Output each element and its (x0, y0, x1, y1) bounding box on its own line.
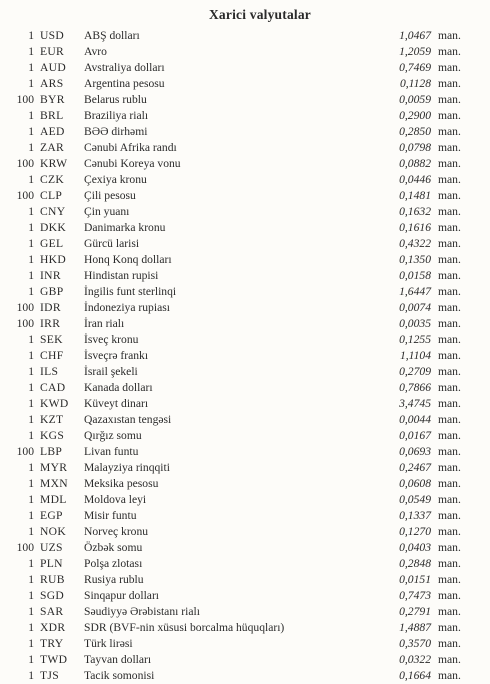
unit-label: man. (438, 381, 461, 394)
currency-code: UZS (40, 541, 63, 554)
exchange-rate: 0,7473 (399, 589, 431, 602)
currency-name: Argentina pesosu (84, 77, 165, 90)
exchange-rate: 0,1270 (399, 525, 431, 538)
currency-code: USD (40, 29, 65, 42)
currency-code: MDL (40, 493, 67, 506)
currency-name: Polşa zlotası (84, 557, 143, 570)
nominal-amount: 1 (28, 269, 34, 282)
rate-row (0, 124, 490, 140)
currency-code: KRW (40, 157, 68, 170)
unit-label: man. (438, 221, 461, 234)
unit-label: man. (438, 621, 461, 634)
nominal-amount: 1 (28, 365, 34, 378)
currency-name: Tacik somonisi (84, 669, 155, 682)
currency-code: SAR (40, 605, 64, 618)
currency-code: XDR (40, 621, 66, 634)
exchange-rate: 0,0151 (399, 573, 431, 586)
rate-row (0, 572, 490, 588)
currency-name: ABŞ dolları (84, 29, 140, 42)
exchange-rate: 0,2467 (399, 461, 431, 474)
nominal-amount: 1 (28, 477, 34, 490)
currency-code: GEL (40, 237, 64, 250)
currency-code: TJS (40, 669, 59, 682)
currency-name: Meksika pesosu (84, 477, 159, 490)
exchange-rate: 0,2848 (399, 557, 431, 570)
unit-label: man. (438, 61, 461, 74)
unit-label: man. (438, 349, 461, 362)
currency-code: EUR (40, 45, 65, 58)
currency-code: BYR (40, 93, 65, 106)
currency-code: CNY (40, 205, 66, 218)
nominal-amount: 1 (28, 669, 34, 682)
nominal-amount: 1 (28, 205, 34, 218)
rate-row (0, 652, 490, 668)
rate-row (0, 332, 490, 348)
currency-code: TRY (40, 637, 64, 650)
exchange-rate: 0,1255 (399, 333, 431, 346)
rate-row (0, 76, 490, 92)
nominal-amount: 1 (28, 621, 34, 634)
page-title: Xarici valyutalar (208, 7, 311, 22)
currency-code: TWD (40, 653, 68, 666)
currency-code: DKK (40, 221, 67, 234)
unit-label: man. (438, 269, 461, 282)
exchange-rate: 0,0693 (399, 445, 431, 458)
nominal-amount: 1 (28, 61, 34, 74)
rate-row (0, 236, 490, 252)
rate-row (0, 556, 490, 572)
exchange-rate: 1,4887 (399, 621, 431, 634)
exchange-rate: 0,0035 (399, 317, 431, 330)
exchange-rate: 0,4322 (399, 237, 431, 250)
currency-name: Moldova leyi (84, 493, 147, 506)
nominal-amount: 1 (28, 429, 34, 442)
currency-name: Avstraliya dolları (84, 61, 165, 74)
rate-row (0, 476, 490, 492)
unit-label: man. (438, 109, 461, 122)
rate-row (0, 92, 490, 108)
exchange-rate: 0,7866 (399, 381, 431, 394)
currency-name: İngilis funt sterlinqi (84, 285, 177, 298)
nominal-amount: 1 (28, 333, 34, 346)
nominal-amount: 1 (28, 349, 34, 362)
nominal-amount: 1 (28, 653, 34, 666)
nominal-amount: 1 (28, 637, 34, 650)
currency-code: CAD (40, 381, 66, 394)
exchange-rate: 0,1350 (399, 253, 431, 266)
exchange-rate: 1,0467 (399, 29, 431, 42)
currency-name: Qırğız somu (84, 429, 142, 442)
unit-label: man. (438, 253, 461, 266)
currency-name: Küveyt dinarı (84, 397, 149, 410)
unit-label: man. (438, 93, 461, 106)
exchange-rate: 3,4745 (399, 397, 431, 410)
currency-name: Braziliya rialı (84, 109, 149, 122)
rate-row (0, 220, 490, 236)
unit-label: man. (438, 189, 461, 202)
currency-code: KZT (40, 413, 64, 426)
exchange-rates-list (0, 28, 490, 684)
rate-row (0, 60, 490, 76)
nominal-amount: 1 (28, 493, 34, 506)
unit-label: man. (438, 397, 461, 410)
exchange-rate: 0,0044 (399, 413, 431, 426)
rate-row (0, 44, 490, 60)
nominal-amount: 1 (28, 605, 34, 618)
rate-row (0, 508, 490, 524)
nominal-amount: 1 (28, 509, 34, 522)
currency-code: NOK (40, 525, 67, 538)
exchange-rate: 0,1481 (399, 189, 431, 202)
currency-code: CLP (40, 189, 63, 202)
currency-name: İndoneziya rupiası (84, 301, 170, 314)
unit-label: man. (438, 365, 461, 378)
rate-row (0, 252, 490, 268)
currency-name: Gürcü larisi (84, 237, 140, 250)
exchange-rate: 0,0446 (399, 173, 431, 186)
exchange-rate: 0,0882 (399, 157, 431, 170)
unit-label: man. (438, 141, 461, 154)
exchange-rate: 0,3570 (399, 637, 431, 650)
currency-code: IDR (40, 301, 61, 314)
currency-name: Çili pesosu (84, 189, 136, 202)
currency-code: GBP (40, 285, 64, 298)
exchange-rate: 1,1104 (399, 349, 431, 362)
unit-label: man. (438, 477, 461, 490)
rate-row (0, 316, 490, 332)
currency-name: Cənubi Afrika randı (84, 141, 177, 154)
currency-name: İsveçrə frankı (84, 349, 149, 362)
currency-code: MXN (40, 477, 68, 490)
currency-name: İran rialı (84, 317, 125, 330)
unit-label: man. (438, 413, 461, 426)
unit-label: man. (438, 125, 461, 138)
rate-row (0, 636, 490, 652)
exchange-rate: 0,2850 (399, 125, 431, 138)
currency-name: Honq Konq dolları (84, 253, 172, 266)
nominal-amount: 1 (28, 45, 34, 58)
unit-label: man. (438, 317, 461, 330)
nominal-amount: 1 (28, 253, 34, 266)
currency-code: SGD (40, 589, 65, 602)
currency-code: PLN (40, 557, 63, 570)
nominal-amount: 1 (28, 461, 34, 474)
unit-label: man. (438, 573, 461, 586)
currency-name: Səudiyyə Ərəbistanı rialı (84, 605, 200, 618)
currency-code: SEK (40, 333, 63, 346)
currency-code: INR (40, 269, 61, 282)
currency-code: RUB (40, 573, 65, 586)
rate-row (0, 412, 490, 428)
currency-code: EGP (40, 509, 63, 522)
nominal-amount: 100 (16, 541, 34, 554)
rate-row (0, 300, 490, 316)
unit-label: man. (438, 445, 461, 458)
currency-name: Cənubi Koreya vonu (84, 157, 181, 170)
exchange-rate: 0,1128 (399, 77, 431, 90)
nominal-amount: 100 (16, 157, 34, 170)
rate-row (0, 492, 490, 508)
currency-name: SDR (BVF-nin xüsusi borcalma hüquqları) (84, 621, 285, 634)
unit-label: man. (438, 157, 461, 170)
currency-name: Çin yuanı (84, 205, 130, 218)
rate-row (0, 140, 490, 156)
rate-row (0, 204, 490, 220)
unit-label: man. (438, 525, 461, 538)
currency-code: IRR (40, 317, 61, 330)
nominal-amount: 1 (28, 77, 34, 90)
currency-name: Rusiya rublu (84, 573, 144, 586)
nominal-amount: 100 (16, 317, 34, 330)
exchange-rate: 1,2059 (399, 45, 431, 58)
exchange-rate: 0,1337 (399, 509, 431, 522)
rate-row (0, 188, 490, 204)
nominal-amount: 1 (28, 237, 34, 250)
unit-label: man. (438, 493, 461, 506)
exchange-rate: 0,2791 (399, 605, 431, 618)
currency-name: Norveç kronu (84, 525, 149, 538)
currency-name: İsrail şekeli (84, 365, 138, 378)
unit-label: man. (438, 333, 461, 346)
rate-row (0, 428, 490, 444)
unit-label: man. (438, 509, 461, 522)
currency-name: Malayziya rinqqiti (84, 461, 170, 474)
exchange-rate: 0,1664 (399, 669, 431, 682)
currency-name: İsveç kronu (84, 333, 139, 346)
currency-code: CZK (40, 173, 65, 186)
currency-code: ARS (40, 77, 64, 90)
unit-label: man. (438, 589, 461, 602)
unit-label: man. (438, 205, 461, 218)
rate-row (0, 156, 490, 172)
currency-code: HKD (40, 253, 67, 266)
unit-label: man. (438, 301, 461, 314)
unit-label: man. (438, 669, 461, 682)
nominal-amount: 1 (28, 221, 34, 234)
unit-label: man. (438, 237, 461, 250)
nominal-amount: 1 (28, 173, 34, 186)
unit-label: man. (438, 637, 461, 650)
currency-code: BRL (40, 109, 64, 122)
nominal-amount: 1 (28, 557, 34, 570)
rate-row (0, 284, 490, 300)
nominal-amount: 1 (28, 141, 34, 154)
rate-row (0, 588, 490, 604)
rate-row (0, 540, 490, 556)
currency-name: Misir funtu (84, 509, 137, 522)
currency-code: ILS (40, 365, 59, 378)
currency-code: AUD (40, 61, 67, 74)
nominal-amount: 100 (16, 301, 34, 314)
exchange-rate: 0,0403 (399, 541, 431, 554)
currency-name: BƏƏ dirhəmi (84, 125, 148, 138)
exchange-rate: 0,0608 (399, 477, 431, 490)
exchange-rate: 0,0798 (399, 141, 431, 154)
nominal-amount: 100 (16, 189, 34, 202)
rate-row (0, 396, 490, 412)
rate-row (0, 364, 490, 380)
unit-label: man. (438, 557, 461, 570)
exchange-rate: 0,0167 (399, 429, 431, 442)
unit-label: man. (438, 29, 461, 42)
nominal-amount: 1 (28, 125, 34, 138)
unit-label: man. (438, 605, 461, 618)
currency-name: Tayvan dolları (84, 653, 152, 666)
exchange-rate: 1,6447 (399, 285, 431, 298)
currency-code: KWD (40, 397, 69, 410)
currency-name: Danimarka kronu (84, 221, 166, 234)
currency-name: Çexiya kronu (84, 173, 147, 186)
nominal-amount: 1 (28, 285, 34, 298)
currency-code: KGS (40, 429, 65, 442)
currency-code: LBP (40, 445, 63, 458)
unit-label: man. (438, 653, 461, 666)
nominal-amount: 100 (16, 93, 34, 106)
unit-label: man. (438, 461, 461, 474)
rate-row (0, 524, 490, 540)
exchange-rate: 0,2709 (399, 365, 431, 378)
exchange-rate: 0,7469 (399, 61, 431, 74)
unit-label: man. (438, 285, 461, 298)
exchange-rate: 0,0322 (399, 653, 431, 666)
exchange-rate: 0,2900 (399, 109, 431, 122)
exchange-rate: 0,0549 (399, 493, 431, 506)
currency-name: Hindistan rupisi (84, 269, 159, 282)
currency-name: Sinqapur dolları (84, 589, 160, 602)
rate-row (0, 268, 490, 284)
unit-label: man. (438, 541, 461, 554)
rate-row (0, 348, 490, 364)
currency-name: Livan funtu (84, 445, 139, 458)
unit-label: man. (438, 77, 461, 90)
rate-row (0, 604, 490, 620)
unit-label: man. (438, 45, 461, 58)
currency-code: ZAR (40, 141, 65, 154)
nominal-amount: 1 (28, 573, 34, 586)
exchange-rate: 0,0158 (399, 269, 431, 282)
exchange-rate: 0,1616 (399, 221, 431, 234)
exchange-rate: 0,0059 (399, 93, 431, 106)
currency-name: Belarus rublu (84, 93, 147, 106)
exchange-rate: 0,0074 (399, 301, 431, 314)
nominal-amount: 1 (28, 29, 34, 42)
rate-row (0, 380, 490, 396)
currency-name: Kanada dolları (84, 381, 153, 394)
nominal-amount: 1 (28, 397, 34, 410)
rate-row (0, 28, 490, 44)
unit-label: man. (438, 429, 461, 442)
rate-row (0, 172, 490, 188)
rate-row (0, 620, 490, 636)
currency-name: Qazaxıstan tengəsi (84, 413, 172, 426)
currency-code: MYR (40, 461, 68, 474)
nominal-amount: 1 (28, 413, 34, 426)
currency-name: Avro (84, 45, 107, 58)
nominal-amount: 1 (28, 381, 34, 394)
nominal-amount: 1 (28, 525, 34, 538)
unit-label: man. (438, 173, 461, 186)
rate-row (0, 108, 490, 124)
rate-row (0, 444, 490, 460)
rate-row (0, 460, 490, 476)
nominal-amount: 100 (16, 445, 34, 458)
currency-code: AED (40, 125, 65, 138)
exchange-rate: 0,1632 (399, 205, 431, 218)
currency-code: CHF (40, 349, 64, 362)
currency-name: Özbək somu (84, 541, 143, 554)
rate-row (0, 668, 490, 684)
currency-name: Türk lirəsi (84, 637, 133, 650)
nominal-amount: 1 (28, 589, 34, 602)
nominal-amount: 1 (28, 109, 34, 122)
